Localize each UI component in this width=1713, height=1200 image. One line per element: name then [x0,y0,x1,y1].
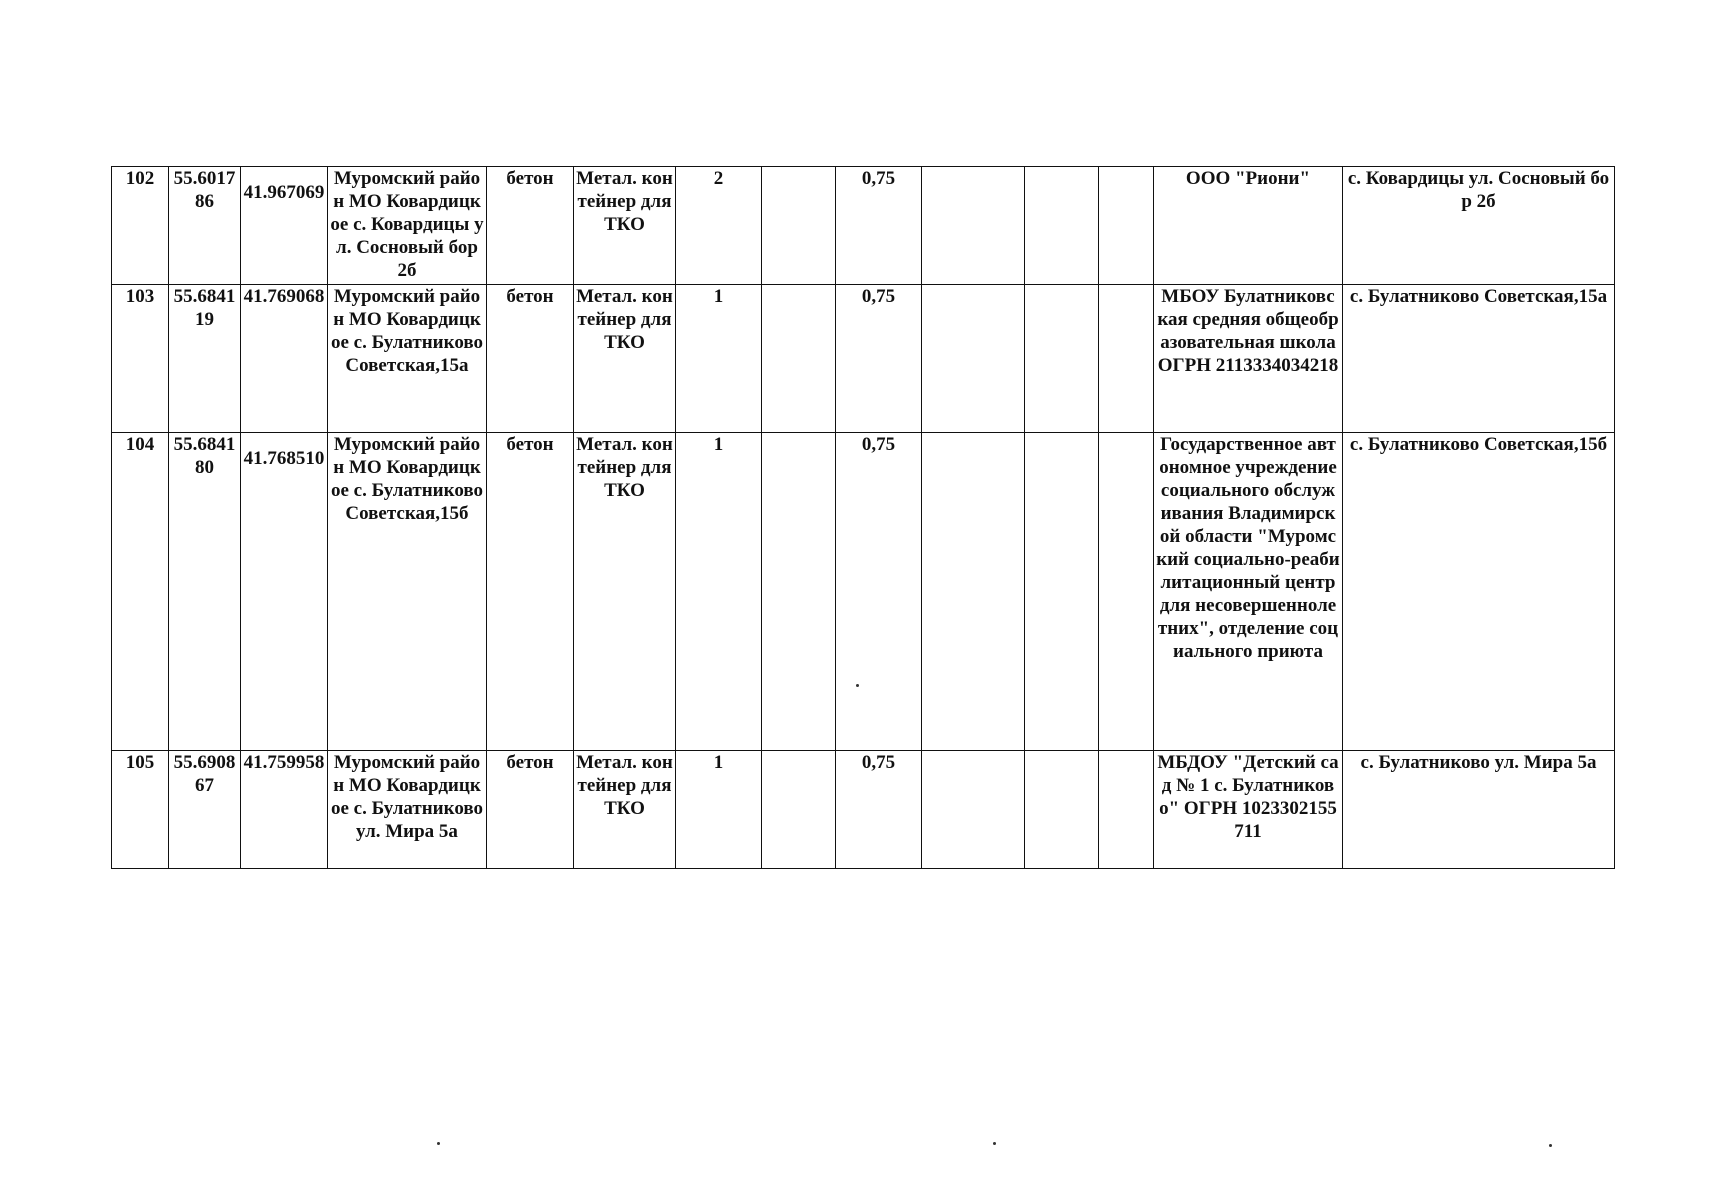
scan-speck [437,1142,440,1145]
empty-cell [1025,751,1099,869]
waste-sites-table [111,166,1615,869]
scan-speck [856,684,859,687]
container-volume-cell: 0,75 [836,433,922,751]
address-cell: Муромский район МО Ковардицкое с. Ковардицы ул. Сосновый бор 2б [328,167,487,285]
row-number: 103 [112,285,169,433]
empty-cell [762,433,836,751]
empty-cell [1099,433,1154,751]
container-count-cell: 1 [676,285,762,433]
latitude-cell: 55.690867 [169,751,241,869]
container-type-cell: Метал. контейнер для ТКО [574,433,676,751]
latitude-cell: 55.601786 [169,167,241,285]
waste-source-cell: с. Булатниково ул. Мира 5а [1343,751,1615,869]
container-count-cell: 1 [676,751,762,869]
address-cell: Муромский район МО Ковардицкое с. Булатниково ул. Мира 5а [328,751,487,869]
waste-source-cell: с. Ковардицы ул. Сосновый бор 2б [1343,167,1615,285]
surface-cell: бетон [487,433,574,751]
container-type-cell: Метал. контейнер для ТКО [574,285,676,433]
empty-cell [762,167,836,285]
owner-cell: ООО "Риони" [1154,167,1343,285]
empty-cell [922,751,1025,869]
container-volume-cell: 0,75 [836,285,922,433]
longitude-cell: 41.967069 [241,167,328,285]
surface-cell: бетон [487,285,574,433]
container-volume-cell: 0,75 [836,167,922,285]
table-row [112,751,1615,869]
empty-cell [922,285,1025,433]
empty-cell [1025,433,1099,751]
longitude-cell: 41.769068 [241,285,328,433]
container-count-cell: 1 [676,433,762,751]
table-row [112,285,1615,433]
empty-cell [1025,285,1099,433]
latitude-cell: 55.684180 [169,433,241,751]
surface-cell: бетон [487,751,574,869]
empty-cell [1025,167,1099,285]
row-number: 105 [112,751,169,869]
container-volume-cell: 0,75 [836,751,922,869]
owner-cell: Государственное автономное учреждение социального обслуживания Владимирской области "Муромский социально-реабилитационный центр для несовершеннолетних", отделение социального приюта [1154,433,1343,751]
empty-cell [1099,285,1154,433]
address-cell: Муромский район МО Ковардицкое с. Булатниково Советская,15а [328,285,487,433]
longitude-cell: 41.759958 [241,751,328,869]
longitude-cell: 41.768510 [241,433,328,751]
container-type-cell: Метал. контейнер для ТКО [574,751,676,869]
row-number: 104 [112,433,169,751]
empty-cell [762,285,836,433]
waste-source-cell: с. Булатниково Советская,15а [1343,285,1615,433]
container-type-cell: Метал. контейнер для ТКО [574,167,676,285]
empty-cell [762,751,836,869]
table-row [112,167,1615,285]
surface-cell: бетон [487,167,574,285]
address-cell: Муромский район МО Ковардицкое с. Булатниково Советская,15б [328,433,487,751]
empty-cell [1099,751,1154,869]
waste-source-cell: с. Булатниково Советская,15б [1343,433,1615,751]
owner-cell: МБДОУ "Детский сад № 1 с. Булатниково" ОГРН 1023302155711 [1154,751,1343,869]
latitude-cell: 55.684119 [169,285,241,433]
owner-cell: МБОУ Булатниковская средняя общеобразовательная школа ОГРН 2113334034218 [1154,285,1343,433]
table-row [112,433,1615,751]
empty-cell [922,433,1025,751]
empty-cell [1099,167,1154,285]
empty-cell [922,167,1025,285]
row-number: 102 [112,167,169,285]
scan-speck [993,1142,996,1145]
container-count-cell: 2 [676,167,762,285]
scan-speck [1549,1144,1552,1147]
